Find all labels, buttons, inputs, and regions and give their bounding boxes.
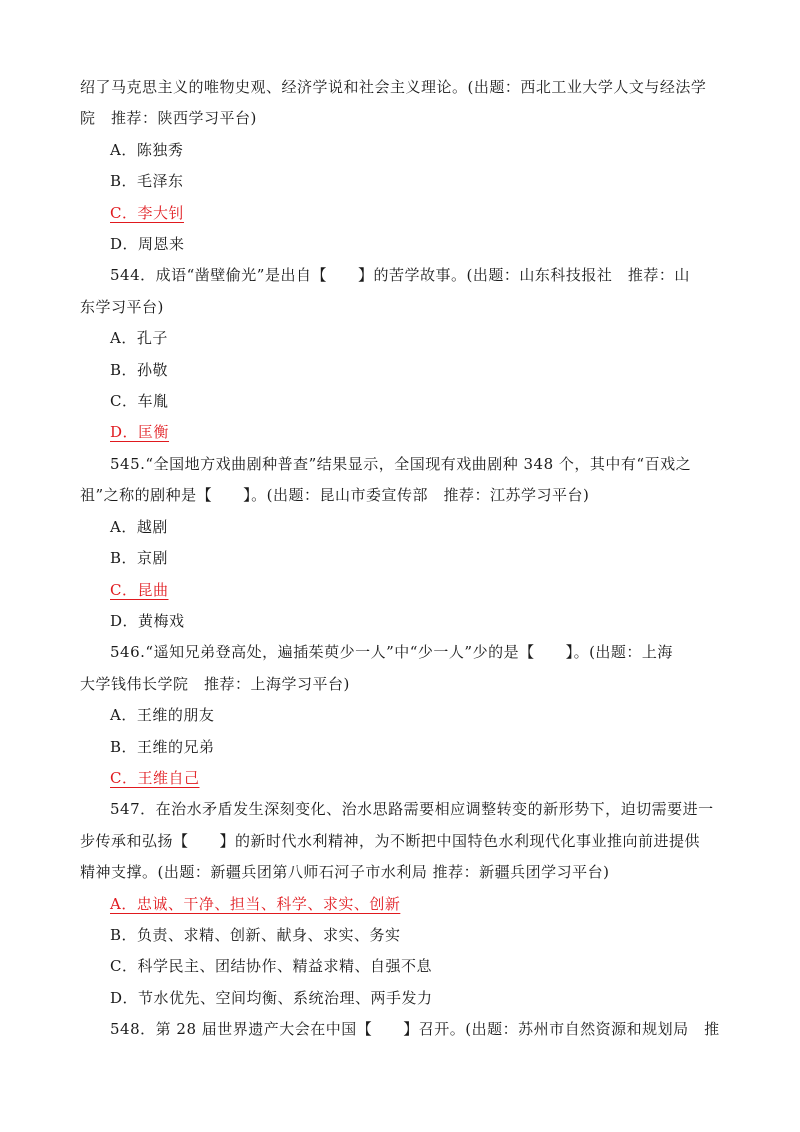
q546-option-a: A．王维的朋友 (110, 706, 215, 725)
q547-text-line3: 精神支撑。(出题：新疆兵团第八师石河子市水利局 推荐：新疆兵团学习平台) (80, 863, 610, 882)
q545-option-d: D．黄梅戏 (110, 611, 185, 630)
q545-option-b: B．京剧 (110, 549, 169, 568)
q546-option-b: B．王维的兄弟 (110, 737, 215, 756)
q545-option-a: A．越剧 (110, 517, 168, 536)
q546-option-c-correct: C．王维自己 (110, 768, 200, 787)
q547-text-line2: 步传承和弘扬【 】的新时代水利精神，为不断把中国特色水利现代化事业推向前进提供 (80, 831, 701, 850)
q547-option-d: D．节水优先、空间均衡、系统治理、两手发力 (110, 988, 433, 1007)
q544-option-c: C．车胤 (110, 392, 169, 411)
q543-option-a: A．陈独秀 (110, 140, 184, 159)
q544-option-d-correct: D．匡衡 (110, 423, 170, 442)
q543-option-c-correct: C．李大钊 (110, 203, 184, 222)
q547-option-c: C．科学民主、团结协作、精益求精、自强不息 (110, 957, 432, 976)
q547-option-b: B．负责、求精、创新、献身、求实、务实 (110, 925, 401, 944)
q543-text-line1: 绍了马克思主义的唯物史观、经济学说和社会主义理论。(出题：西北工业大学人文与经法学 (80, 78, 707, 96)
q546-text-line1: 546.“遥知兄弟登高处，遍插茱萸少一人”中“少一人”少的是【 】。(出题：上海 (110, 643, 673, 662)
q546-text-line2: 大学钱伟长学院 推荐：上海学习平台) (80, 674, 350, 693)
q547-text-line1: 547．在治水矛盾发生深刻变化、治水思路需要相应调整转变的新形势下，迫切需要进一 (110, 800, 714, 819)
q547-option-a-correct: A．忠诚、干净、担当、科学、求实、创新 (110, 894, 401, 913)
q544-text-line2: 东学习平台) (80, 297, 164, 316)
q545-text-line2: 祖”之称的剧种是【 】。(出题：昆山市委宣传部 推荐：江苏学习平台) (80, 486, 590, 505)
q543-text-line2: 院 推荐：陕西学习平台) (80, 109, 257, 128)
q544-text-line1: 544．成语“凿壁偷光”是出自【 】的苦学故事。(出题：山东科技报社 推荐：山 (110, 266, 690, 285)
q543-option-d: D．周恩来 (110, 235, 185, 254)
q544-option-a: A．孔子 (110, 329, 168, 348)
q545-option-c-correct: C．昆曲 (110, 580, 169, 599)
q544-option-b: B．孙敬 (110, 360, 169, 379)
q545-text-line1: 545.“全国地方戏曲剧种普查”结果显示，全国现有戏曲剧种 348 个，其中有“百戏之 (110, 454, 692, 473)
q543-option-b: B．毛泽东 (110, 172, 184, 191)
q548-text-line1: 548．第 28 届世界遗产大会在中国【 】召开。(出题：苏州市自然资源和规划局 推 (110, 1020, 720, 1039)
